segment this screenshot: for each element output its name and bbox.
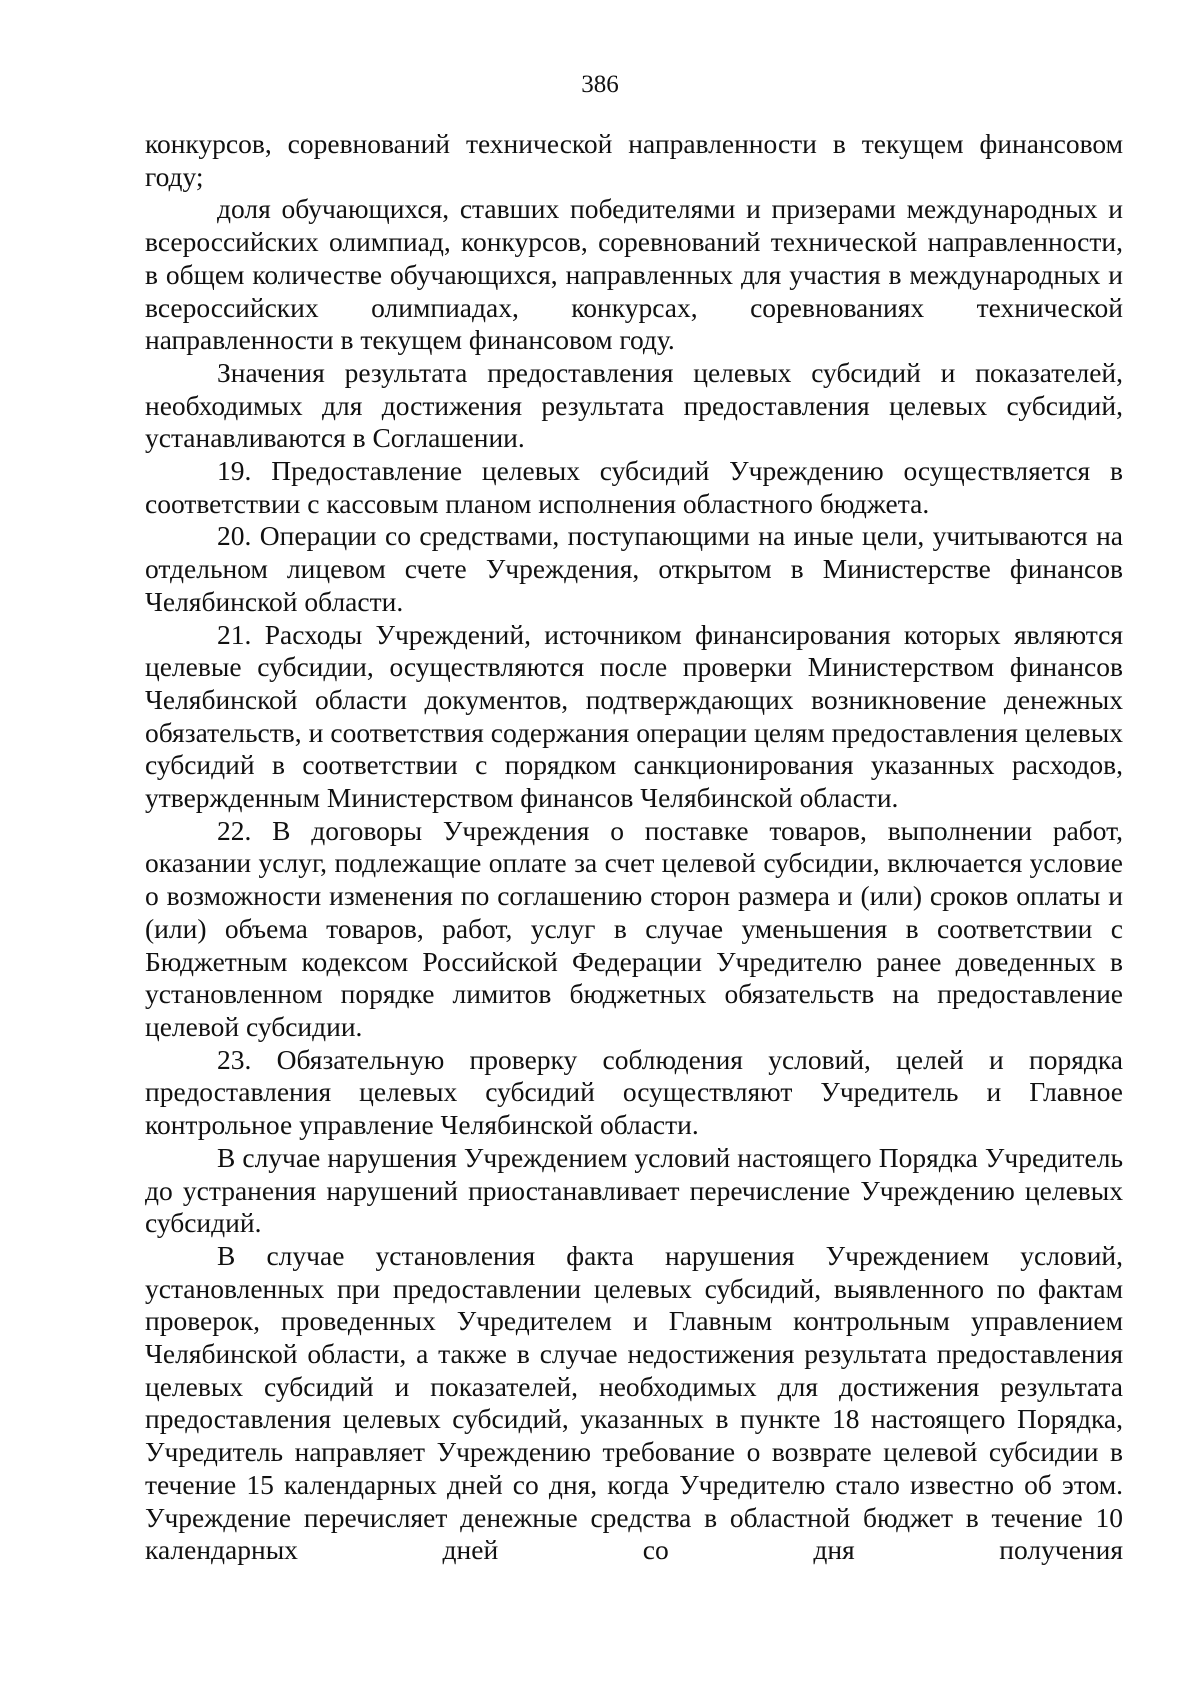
- paragraph-clause-19: 19. Предоставление целевых субсидий Учреждению осуществляется в соответствии с кассовым планом исполнения областного бюджета.: [145, 455, 1123, 519]
- paragraph-share-of-winners: доля обучающихся, ставших победителями и призерами международных и всероссийских олимпиад, конкурсов, соревнований технической направленности, в общем количестве обучающихся, направленных для участия в международных и всероссийских олимпиадах, конкурсах, соревнованиях технической направленности в текущем финансовом году.: [145, 193, 1123, 356]
- paragraph-result-values: Значения результата предоставления целевых субсидий и показателей, необходимых для достижения результата предоставления целевых субсидий, устанавливаются в Соглашении.: [145, 356, 1123, 454]
- paragraph-continuation: конкурсов, соревнований технической направленности в текущем финансовом году;: [145, 128, 1123, 192]
- document-body: [145, 128, 1123, 1567]
- paragraph-clause-22: 22. В договоры Учреждения о поставке товаров, выполнении работ, оказании услуг, подлежащие оплате за счет целевой субсидии, включается условие о возможности изменения по соглашению сторон размера и (или) сроков оплаты и (или) объема товаров, работ, услуг в случае уменьшения в соответствии с Бюджетным кодексом Российской Федерации Учредителю ранее доведенных в установленном порядке лимитов бюджетных обязательств на предоставление целевой субсидии.: [145, 814, 1123, 1042]
- paragraph-clause-20: 20. Операции со средствами, поступающими на иные цели, учитываются на отдельном лицевом счете Учреждения, открытом в Министерстве финансов Челябинской области.: [145, 520, 1123, 617]
- paragraph-suspension: В случае нарушения Учреждением условий настоящего Порядка Учредитель до устранения нарушений приостанавливает перечисление Учреждению целевых субсидий.: [145, 1141, 1123, 1239]
- paragraph-refund-requirement: В случае установления факта нарушения Учреждением условий, установленных при предоставлении целевых субсидий, выявленного по фактам проверок, проведенных Учредителем и Главным контрольным управлением Челябинской области, а также в случае недостижения результата предоставления целевых субсидий и показателей, необходимых для достижения результата предоставления целевых субсидий, указанных в пункте 18 настоящего Порядка, Учредитель направляет Учреждению требование о возврате целевой субсидии в течение 15 календарных дней со дня, когда Учредителю стало известно об этом. Учреждение перечисляет денежные средства в областной бюджет в течение 10 календарных дней со дня получения: [145, 1239, 1123, 1566]
- paragraph-clause-23: 23. Обязательную проверку соблюдения условий, целей и порядка предоставления целевых субсидий осуществляют Учредитель и Главное контрольное управление Челябинской области.: [145, 1043, 1123, 1141]
- page-number: 386: [581, 71, 619, 98]
- paragraph-clause-21: 21. Расходы Учреждений, источником финансирования которых являются целевые субсидии, осуществляются после проверки Министерством финансов Челябинской области документов, подтверждающих возникновение денежных обязательств, и соответствия содержания операции целям предоставления целевых субсидий в соответствии с порядком санкционирования указанных расходов, утвержденным Министерством финансов Челябинской области.: [145, 618, 1123, 814]
